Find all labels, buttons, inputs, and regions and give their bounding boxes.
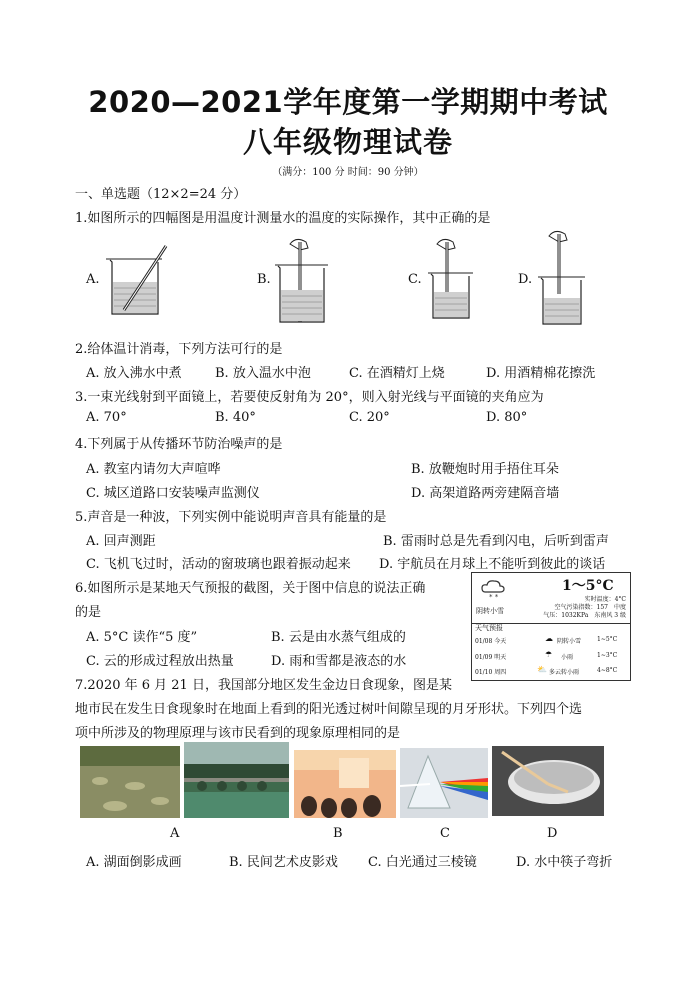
svg-text:* *: * * [489, 593, 499, 600]
question-6-stem-line2: 的是 [75, 605, 102, 620]
q3-option-b: B. 40° [215, 410, 256, 425]
forecast-date: 01/10 周四 [475, 669, 507, 676]
q2-option-b: B. 放入温水中泡 [215, 366, 311, 381]
forecast-desc: 阴转小雪 [557, 638, 582, 645]
photo-prism [400, 748, 488, 818]
forecast-desc: 小雨 [561, 654, 574, 661]
q6-option-d: D. 雨和雪都是液态的水 [271, 654, 407, 669]
forecast-row [475, 665, 625, 677]
q3-option-a: A. 70° [86, 410, 127, 425]
q7-photo-label-a: A [170, 826, 180, 841]
q1-label-d: D. [518, 272, 533, 287]
weather-current-panel [471, 572, 631, 624]
q5-option-c: C. 飞机飞过时，活动的窗玻璃也跟着振动起来 [86, 557, 351, 572]
q6-option-a: A. 5°C 读作“5 度” [86, 630, 198, 645]
question-7-stem-line1: 7.2020 年 6 月 21 日，我国部分地区发生金边日食现象，图是某 [75, 678, 452, 693]
q7-photo-label-c: C [440, 826, 450, 841]
weather-realtime-temp: 实时温度：4°C [584, 596, 626, 603]
q4-option-c: C. 城区道路口安装噪声监测仪 [86, 486, 260, 501]
question-7-stem-line2: 地市民在发生日食现象时在地面上看到的阳光透过树叶间隙呈现的月牙形状。下列四个选 [75, 702, 583, 717]
forecast-date: 01/09 明天 [475, 654, 507, 661]
q1-label-a: A. [86, 272, 100, 287]
photo-shadow-puppet [294, 750, 396, 818]
q5-option-b: B. 雷雨时总是先看到闪电，后听到雷声 [383, 534, 609, 549]
photo-lake-reflection [184, 742, 289, 818]
q1-label-c: C. [408, 272, 422, 287]
q1-label-b: B. [257, 272, 271, 287]
q5-option-d: D. 宇航员在月球上不能听到彼此的谈话 [379, 557, 606, 572]
section-title: 一、单选题（12×2=24 分） [75, 187, 247, 202]
q6-option-b: B. 云是由水蒸气组成的 [271, 630, 406, 645]
cloud-snow-icon: ☁ [545, 634, 553, 643]
cloud-sun-icon: ⛅ [537, 665, 547, 674]
weather-pressure: 气压：1032KPa 东南风 3 级 [543, 612, 626, 619]
question-5-stem: 5.声音是一种波，下列实例中能说明声音具有能量的是 [75, 510, 387, 525]
beaker-figure-d [535, 230, 595, 328]
forecast-title: 天气预报 [475, 624, 503, 632]
beaker-figure-b [272, 236, 342, 326]
forecast-date: 01/08 今天 [475, 638, 507, 645]
weather-forecast-panel [471, 622, 631, 681]
cloud-snow-icon [480, 578, 506, 600]
exam-subtitle: 八年级物理试卷 [242, 125, 453, 159]
q4-option-d: D. 高架道路两旁建隔音墙 [411, 486, 560, 501]
q3-option-c: C. 20° [349, 410, 390, 425]
q6-option-c: C. 云的形成过程放出热量 [86, 654, 234, 669]
q2-option-c: C. 在酒精灯上烧 [349, 366, 445, 381]
question-2-stem: 2.给体温计消毒，下列方法可行的是 [75, 342, 283, 357]
q7-photo-label-b: B [333, 826, 343, 841]
beaker-figure-c [425, 238, 485, 324]
question-6-stem-line1: 6.如图所示是某地天气预报的截图，关于图中信息的说法正确 [75, 581, 426, 596]
forecast-row [475, 634, 625, 646]
forecast-row [475, 650, 625, 662]
q4-option-a: A. 教室内请勿大声喧哗 [86, 462, 221, 477]
q7-option-d: D. 水中筷子弯折 [516, 855, 613, 870]
question-4-stem: 4.下列属于从传播环节防治噪声的是 [75, 437, 283, 452]
q4-option-b: B. 放鞭炮时用手捂住耳朵 [411, 462, 559, 477]
q2-option-d: D. 用酒精棉花擦洗 [486, 366, 596, 381]
forecast-range: 1~5°C [597, 636, 618, 643]
question-7-stem-line3: 项中所涉及的物理原理与该市民看到的现象原理相同的是 [75, 726, 401, 741]
forecast-range: 4~8°C [597, 667, 618, 674]
forecast-desc: 多云转小雨 [549, 669, 580, 676]
q7-option-a: A. 湖面倒影成画 [86, 855, 182, 870]
q3-option-d: D. 80° [486, 410, 528, 425]
cloud-rain-icon: ☂ [545, 650, 553, 659]
q5-option-a: A. 回声测距 [86, 534, 156, 549]
photo-crescent-shadows [80, 746, 180, 818]
exam-title: 2020—2021学年度第一学期期中考试 [88, 85, 608, 119]
q7-photo-label-d: D [547, 826, 558, 841]
exam-info: （满分：100 分 时间：90 分钟） [272, 167, 424, 178]
weather-aqi: 空气污染指数：157 中度 [554, 604, 626, 611]
photo-chopsticks-in-water [492, 746, 604, 816]
question-3-stem: 3.一束光线射到平面镜上，若要使反射角为 20°，则入射光线与平面镜的夹角应为 [75, 390, 544, 405]
q2-option-a: A. 放入沸水中煮 [86, 366, 182, 381]
weather-temp-range: 1～5°C [562, 578, 614, 594]
forecast-range: 1~3°C [597, 652, 618, 659]
q7-option-c: C. 白光通过三棱镜 [368, 855, 477, 870]
question-1-stem: 1.如图所示的四幅图是用温度计测量水的温度的实际操作，其中正确的是 [75, 211, 491, 226]
q7-option-b: B. 民间艺术皮影戏 [229, 855, 338, 870]
beaker-figure-a [100, 240, 180, 320]
weather-current-label: 阴转小雪 [476, 607, 504, 615]
